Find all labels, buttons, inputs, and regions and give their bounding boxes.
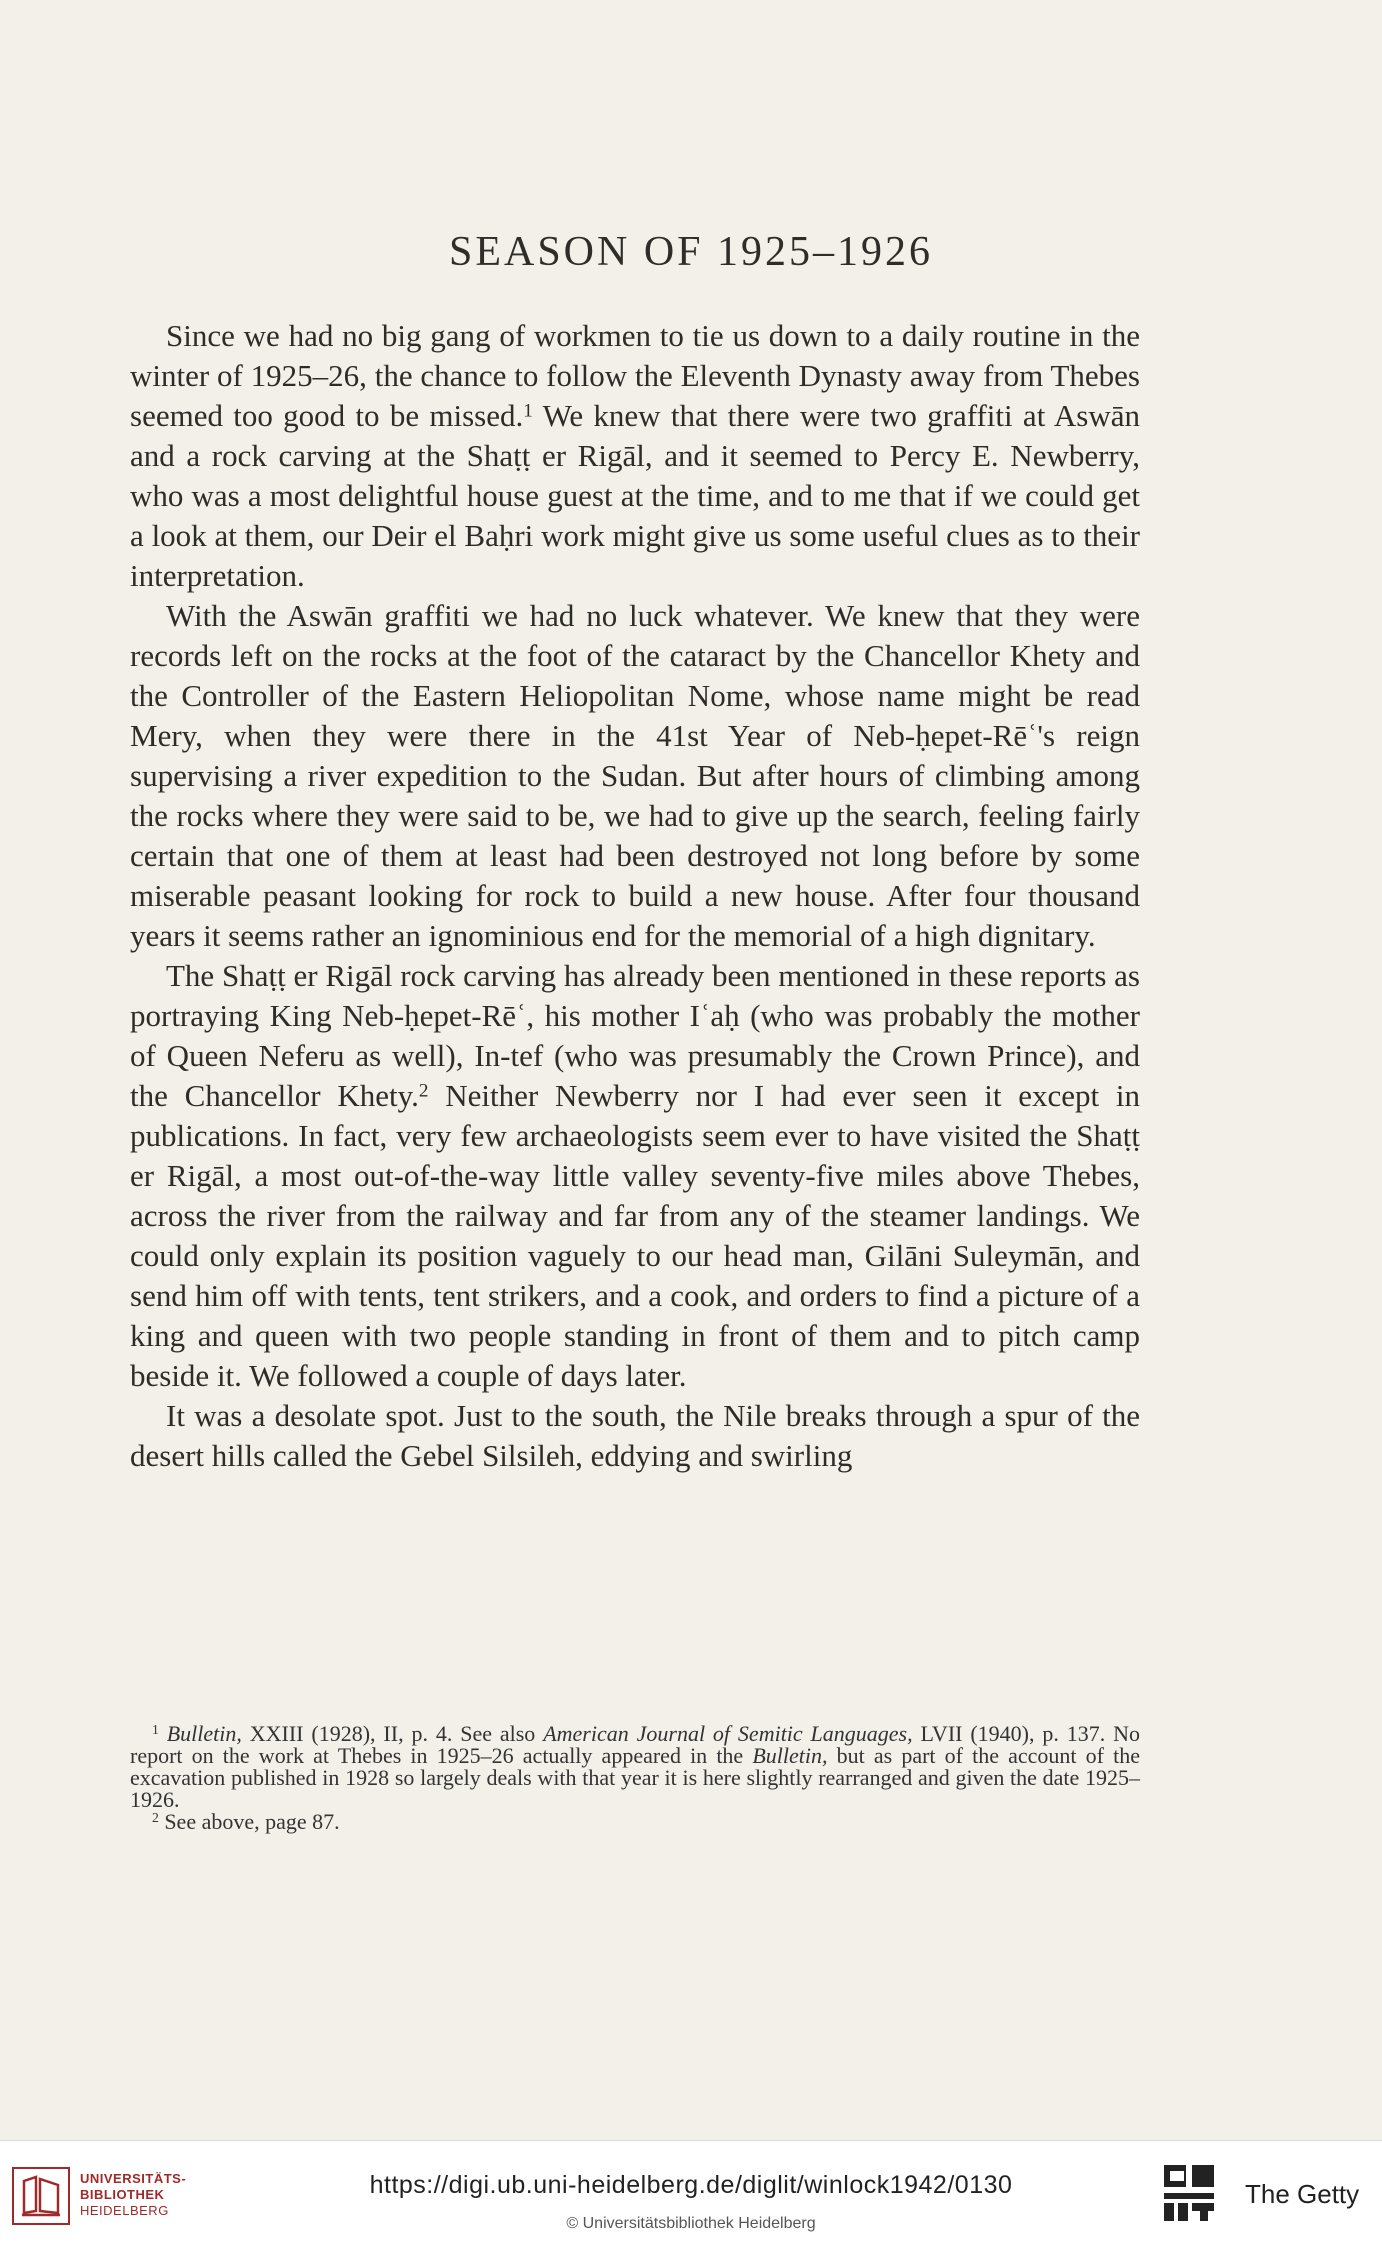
footnote-1-title-2: Bulletin, <box>752 1743 828 1768</box>
footnote-ref-1[interactable]: 1 <box>523 400 533 422</box>
footnote-2-text: See above, page 87. <box>164 1809 340 1834</box>
institution-line-1: UNIVERSITÄTS- <box>80 2171 187 2186</box>
footnote-1 <box>130 1723 1140 1811</box>
footnote-1-title: Bulletin, <box>166 1721 242 1746</box>
getty-logo-icon[interactable] <box>1162 2163 1218 2225</box>
footnote-2-mark: 2 <box>152 1810 159 1826</box>
footnote-1-mark: 1 <box>152 1722 159 1738</box>
institution-line-2: BIBLIOTHEK <box>80 2187 165 2202</box>
body-text <box>130 316 1140 1476</box>
permalink-url[interactable]: https://digi.ub.uni-heidelberg.de/diglit/winlock1942/0130 <box>369 2171 1013 2199</box>
footnote-1-text-c: but as part of the account of the excavation published in 1928 so largely deals with that year it is here slightly rearranged and given the date 1925–1926. <box>130 1743 1141 1812</box>
paragraph-1 <box>130 316 1140 596</box>
paragraph-2: With the Aswān graffiti we had no luck whatever. We knew that they were records left on the rocks at the foot of the cataract by the Chancellor Khety and the Controller of the Eastern Heliopolitan Nome, whose name might be read Mery, when they were there in the 41st Year of Neb-ḥepet-Rēʿ's reign supervising a river expedition to the Sudan. But after hours of climbing among the rocks where they were said to be, we had to give up the search, feeling fairly certain that one of them at least had been destroyed not long before by some miserable peasant looking for rock to build a new house. After four thousand years it seems rather an ignominious end for the memorial of a high dignitary. <box>130 598 1140 953</box>
footnote-1-journal: American Journal of Semitic Languages, <box>543 1721 913 1746</box>
institution-line-3: HEIDELBERG <box>80 2203 169 2218</box>
footnotes <box>130 1723 1140 1833</box>
paragraph-1-text: Since we had no big gang of workmen to tie us down to a daily routine in the winter of 1925–26, the chance to follow the Eleventh Dynasty away from Thebes seemed too good to be missed. <box>130 318 1140 433</box>
paragraph-3-text: The Shaṭṭ er Rigāl rock carving has already been mentioned in these reports as portraying King Neb-ḥepet-Rēʿ, his mother Iʿaḥ (who was probably the mother of Queen Neferu as well), In-tef (who was presumably the Crown Prince), and the Chancellor Khety. <box>130 958 1140 1113</box>
paragraph-3-text-cont: Neither Newberry nor I had ever seen it except in publications. In fact, very few archaeologists seem ever to have visited the Shaṭṭ er Rigāl, a most out-of-the-way little valley seventy-five miles above Thebes, across the river from the railway and far from any of the steamer landings. We could only explain its position vaguely to our head man, Gilāni Suleymān, and send him off with tents, tent strikers, and a cook, and orders to find a picture of a king and queen with two people standing in front of them and to pitch camp beside it. We followed a couple of days later. <box>130 1078 1141 1393</box>
footnote-1-text-a: XXIII (1928), II, p. 4. See also <box>249 1721 536 1746</box>
copyright-notice: © Universitätsbibliothek Heidelberg <box>566 2215 816 2232</box>
page-title: SEASON OF 1925–1926 <box>448 229 934 275</box>
paragraph-1-text-cont: We knew that there were two graffiti at Aswān and a rock carving at the Shaṭṭ er Rigāl, and it seemed to Percy E. Newberry, who was a most delightful house guest at the time, and to me that if we could get a look at them, our Deir el Baḥri work might give us some useful clues as to their interpretation. <box>130 398 1140 593</box>
footnote-2 <box>130 1811 1140 1833</box>
footnote-ref-2[interactable]: 2 <box>418 1080 429 1102</box>
footnote-1-text-b: LVII (1940), p. 137. No report on the work at Thebes in 1925–26 actually appeared in the <box>130 1721 1141 1768</box>
viewer-footer <box>0 2140 1382 2247</box>
paragraph-3 <box>130 956 1140 1396</box>
partner-name: The Getty <box>1245 2179 1360 2209</box>
paragraph-4: It was a desolate spot. Just to the south, the Nile breaks through a spur of the desert hills called the Gebel Silsileh, eddying and swirling <box>130 1398 1140 1473</box>
